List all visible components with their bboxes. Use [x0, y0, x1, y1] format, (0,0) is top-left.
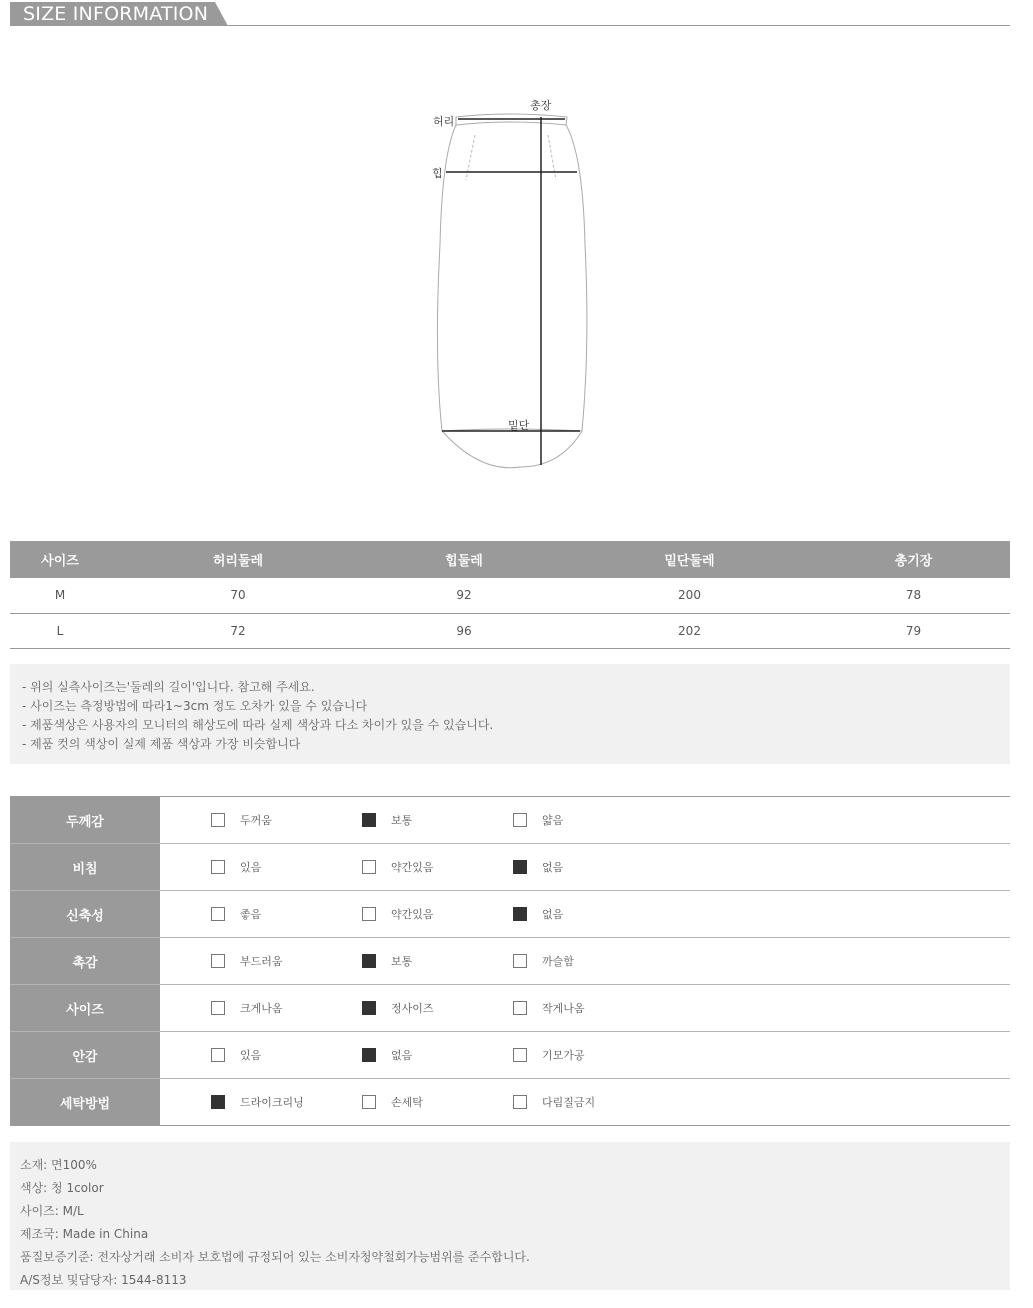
checkbox	[211, 954, 225, 968]
option-label: 없음	[391, 1049, 413, 1062]
col-hip: 힙둘레	[366, 541, 562, 578]
checkbox	[211, 813, 225, 827]
attr-label: 두께감	[10, 797, 160, 843]
option-label: 정사이즈	[391, 1002, 434, 1015]
option-label: 다림질금지	[542, 1096, 596, 1109]
attr-row-texture	[10, 938, 1010, 985]
attr-option	[362, 891, 434, 937]
checkbox	[362, 1001, 376, 1015]
option-label: 약간있음	[391, 908, 434, 921]
attr-option	[513, 1032, 585, 1078]
option-label: 없음	[542, 861, 564, 874]
option-label: 작게나옴	[542, 1002, 585, 1015]
col-waist: 허리둘레	[110, 541, 366, 578]
size-table-header-row	[10, 541, 1010, 578]
attr-option	[211, 1032, 261, 1078]
checkbox	[513, 1001, 527, 1015]
attr-option	[362, 797, 412, 843]
checkbox	[513, 1048, 527, 1062]
attr-option	[513, 938, 574, 984]
option-label: 있음	[240, 861, 262, 874]
cell-length: 79	[817, 613, 1010, 648]
attr-option	[211, 985, 283, 1031]
option-label: 부드러움	[240, 955, 283, 968]
option-label: 기모가공	[542, 1049, 585, 1062]
option-label: 없음	[542, 908, 564, 921]
cell-hip: 96	[366, 613, 562, 648]
info-material: 소재: 면100%	[20, 1158, 97, 1172]
attr-label: 사이즈	[10, 985, 160, 1031]
option-label: 약간있음	[391, 861, 434, 874]
attr-option	[211, 938, 283, 984]
label-waist: 허리	[433, 115, 455, 128]
checkbox	[362, 860, 376, 874]
checkbox	[211, 1048, 225, 1062]
checkbox	[362, 1048, 376, 1062]
cell-length: 78	[817, 578, 1010, 613]
cell-hem: 200	[562, 578, 817, 613]
cell-waist: 72	[110, 613, 366, 648]
checkbox	[513, 813, 527, 827]
product-info	[10, 1142, 1010, 1290]
attr-option	[211, 844, 261, 890]
attr-option	[362, 844, 434, 890]
attr-row-fit	[10, 985, 1010, 1032]
option-label: 손세탁	[391, 1096, 423, 1109]
option-label: 까슬함	[542, 955, 574, 968]
attr-label: 촉감	[10, 938, 160, 984]
attr-row-washing	[10, 1079, 1010, 1126]
note-line: - 제품색상은 사용자의 모니터의 해상도에 따라 실제 색상과 다소 차이가 있을 수 있습니다.	[22, 718, 494, 732]
option-label: 두꺼움	[240, 814, 272, 827]
note-line: - 위의 실측사이즈는'둘레의 길이'입니다. 참고해 주세요.	[22, 680, 315, 694]
option-label: 크게나옴	[240, 1002, 283, 1015]
note-line: - 제품 컷의 색상이 실제 제품 색상과 가장 비슷합니다	[22, 737, 301, 751]
checkbox	[362, 1095, 376, 1109]
checkbox	[513, 860, 527, 874]
attr-label: 세탁방법	[10, 1079, 160, 1125]
attr-option	[513, 844, 563, 890]
checkbox	[211, 860, 225, 874]
checkbox	[211, 1095, 225, 1109]
option-label: 드라이크리닝	[240, 1096, 304, 1109]
attr-option	[362, 1079, 423, 1125]
note-line: - 사이즈는 측정방법에 따라1~3cm 정도 오차가 있을 수 있습니다	[22, 699, 368, 713]
attr-option	[513, 985, 585, 1031]
checkbox	[362, 954, 376, 968]
attr-option	[362, 938, 412, 984]
attr-label: 안감	[10, 1032, 160, 1078]
cell-hem: 202	[562, 613, 817, 648]
attr-option	[362, 1032, 412, 1078]
size-table	[10, 541, 1010, 649]
attr-option	[513, 797, 563, 843]
option-label: 보통	[391, 814, 413, 827]
info-origin: 제조국: Made in China	[20, 1227, 149, 1241]
attr-option	[211, 797, 272, 843]
attr-row-thickness	[10, 797, 1010, 844]
attr-label: 비침	[10, 844, 160, 890]
info-color: 색상: 청 1color	[20, 1181, 104, 1195]
attr-row-stretch	[10, 891, 1010, 938]
attr-row-lining	[10, 1032, 1010, 1079]
checkbox	[513, 954, 527, 968]
attr-option	[513, 891, 563, 937]
info-warranty: 품질보증기준: 전자상거래 소비자 보호법에 규정되어 있는 소비자청약철회가능범위를 준수합니다.	[20, 1250, 530, 1264]
attr-option	[513, 1079, 595, 1125]
section-header	[10, 0, 1010, 27]
checkbox	[362, 813, 376, 827]
section-title: SIZE INFORMATION	[23, 3, 209, 25]
checkbox	[362, 907, 376, 921]
label-length: 총장	[530, 99, 552, 112]
option-label: 좋음	[240, 908, 262, 921]
label-hip: 힙	[432, 167, 443, 180]
fabric-attributes	[10, 796, 1010, 1126]
attr-option	[211, 1079, 304, 1125]
cell-waist: 70	[110, 578, 366, 613]
label-hem: 밑단	[508, 419, 530, 432]
cell-size: L	[10, 613, 110, 648]
attr-label: 신축성	[10, 891, 160, 937]
attr-option	[211, 891, 261, 937]
size-notes	[10, 664, 1010, 764]
checkbox	[513, 1095, 527, 1109]
attr-option	[362, 985, 434, 1031]
attr-row-sheerness	[10, 844, 1010, 891]
cell-size: M	[10, 578, 110, 613]
table-row	[10, 613, 1010, 648]
option-label: 얇음	[542, 814, 564, 827]
option-label: 있음	[240, 1049, 262, 1062]
col-hem: 밑단둘레	[562, 541, 817, 578]
checkbox	[211, 1001, 225, 1015]
skirt-measurement-diagram	[420, 95, 610, 475]
col-size: 사이즈	[10, 541, 110, 578]
option-label: 보통	[391, 955, 413, 968]
cell-hip: 92	[366, 578, 562, 613]
table-row	[10, 578, 1010, 613]
checkbox	[211, 907, 225, 921]
col-length: 총기장	[817, 541, 1010, 578]
info-size: 사이즈: M/L	[20, 1204, 84, 1218]
checkbox	[513, 907, 527, 921]
info-as-contact: A/S정보 및담당자: 1544-8113	[20, 1273, 187, 1287]
